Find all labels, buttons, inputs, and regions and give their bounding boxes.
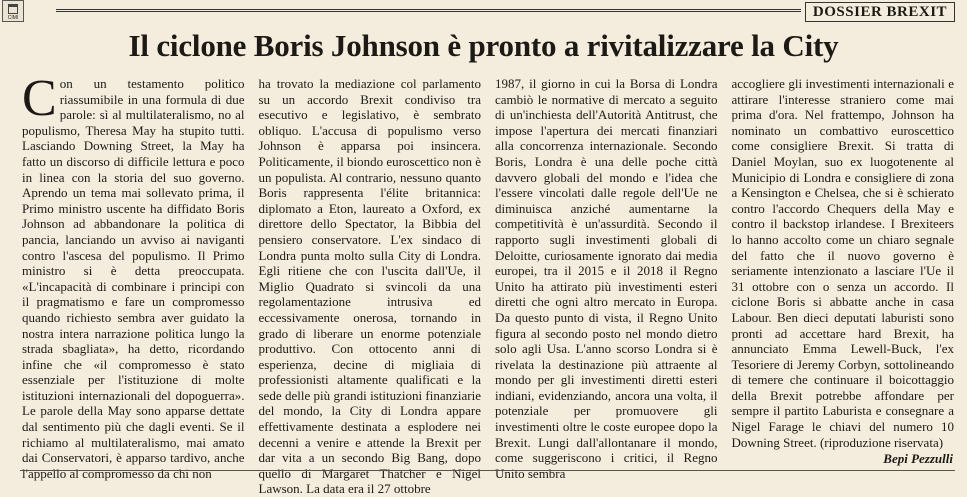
drop-cap: C [22, 70, 57, 127]
column-2 [258, 76, 482, 497]
column-3 [495, 76, 718, 481]
bottom-rule [20, 470, 955, 471]
column-4 [732, 76, 955, 448]
column-3-text: 1987, il giorno in cui la Borsa di Londra cambiò le normative di mercato a seguito di un'inchiesta dell'Autorità Antitrust, che impose l'apertura dei mercati finanziari alla concorrenza internazionale. Secondo Boris, Londra è una delle poche città davvero globali del mondo e l'idea che l'essere vincolati dalle regole dell'Ue ne diminuisca anziché aumentarne la competitività è un'assurdità. Secondo il rapporto sugli investimenti globali di Deloitte, curiosamente ignorato dai media europei, tra il 2015 e il 2018 il Regno Unito ha attirato più investimenti esteri diretti che ogni altro mercato in Europa. Da questo punto di vista, il Regno Unito figura al secondo posto nel mondo dietro solo agli Usa. L'anno scorso Londra si è rivelata la destinazione più attraente al mondo per gli investimenti diretti esteri indiani, evidenziando, ancora una volta, il potenziale per promuovere gli investimenti oltre le coste europee dopo la Brexit. Lungi dall'allontanare il mondo, come suggeriscono i critici, il Regno Unito sembra [495, 76, 718, 481]
header-rule [56, 9, 801, 15]
author-byline: Bepi Pezzulli [883, 451, 953, 466]
column-4-text: accogliere gli investimenti internazionali e attirare l'interesse straniero come mai prima d'ora. Nel frattempo, Johnson ha nominato un combattivo euroscettico come consigliere Brexit. Si tratta di Daniel Moylan, suo ex luogotenente al Municipio di Londra e consigliere di zona a Kensington e Chelsea, che si è schierato contro l'accordo Chequers della May e contro il backstop irlandese. I Brexiteers lo hanno accolto come un chiaro segnale del fatto che il nuovo governo è seriamente intenzionato a lasciare l'Ue il 31 ottobre con o senza un accordo. Il ciclone Boris si abbatte anche in casa Labour. Ben dieci deputati laburisti sono pronti ad accettare hard Brexit, ha annunciato Emma Lewell-Buck, l'ex Tesoriere di Jeremy Corbyn, sottolineando di temere che continuare il boicottaggio della Brexit potrebbe affondare per sempre il partito Laburista e consegnare a Nigel Farage le chiavi del numero 10 Downing Street. (riproduzione riservata) [731, 76, 954, 450]
logo-label: CIMI [7, 15, 19, 21]
section-label: DOSSIER BREXIT [805, 2, 955, 22]
column-2-text: ha trovato la mediazione col parlamento su un accordo Brexit condiviso tra esecutivo e legislativo, è sembrato obliquo. L'accusa di populismo verso Johnson è apparsa poi insincera. Politicamente, il biondo euroscettico non è un populista. Al contrario, nessuno quanto Boris rappresenta l'élite britannica: diplomato a Eton, laureato a Oxford, ex direttore dello Spectator, la Bibbia del pensiero conservatore. L'ex sindaco di Londra punta molto sulla City di Londra. Egli ritiene che con l'uscita dall'Ue, il Miglio Quadrato si svincoli da una regolamentazione intrusiva ed eccessivamente onerosa, tornando in grado di liberare un enorme potenziale produttivo. Con ottocento anni di esperienza, decine di migliaia di professionisti altamente qualificati e la sede delle più grandi istituzioni finanziarie del mondo, la City di Londra appare effettivamente destinata a esplodere nei decenni a venire e attende la Brexit per dar vita a un secondo Big Bang, dopo quello di Margaret Thatcher e Nigel Lawson. La data era il 27 ottobre [258, 76, 481, 497]
column-1 [22, 70, 245, 481]
masthead-logo [2, 0, 24, 22]
column-1-text: on un testamento politico riassumibile in una formula di due parole: sì al multilateralismo, no al populismo, Theresa May ha stupito tutti. Lasciando Downing Street, la May ha fatto un discorso di difficile lettura e poco in linea con la storia del suo governo. Aprendo un tema mai sollevato prima, il Primo ministro uscente ha diffidato Boris Johnson ad abbandonare la politica di pancia, lanciando un avviso ai naviganti contro l'ascesa del populismo. Il Primo ministro si è detta preoccupata. «L'incapacità di combinare i principi con il pragmatismo e fare un compromesso quando richiesto sembra aver guidato la nostra intera narrazione politica lungo la strada sbagliata», ha detto, ricordando infine che «il compromesso è stato essenziale per l'istituzione di molte istituzioni internazionali del dopoguerra». Le parole della May sono apparse dettate dal sentimento più che dagli eventi. Se il richiamo al multilateralismo, mai amato dai Conservatori, è apparso tardivo, anche l'appello al compromesso da chi non [22, 76, 245, 481]
article-headline: Il ciclone Boris Johnson è pronto a rivitalizzare la City [128, 28, 839, 63]
building-icon [8, 4, 18, 14]
